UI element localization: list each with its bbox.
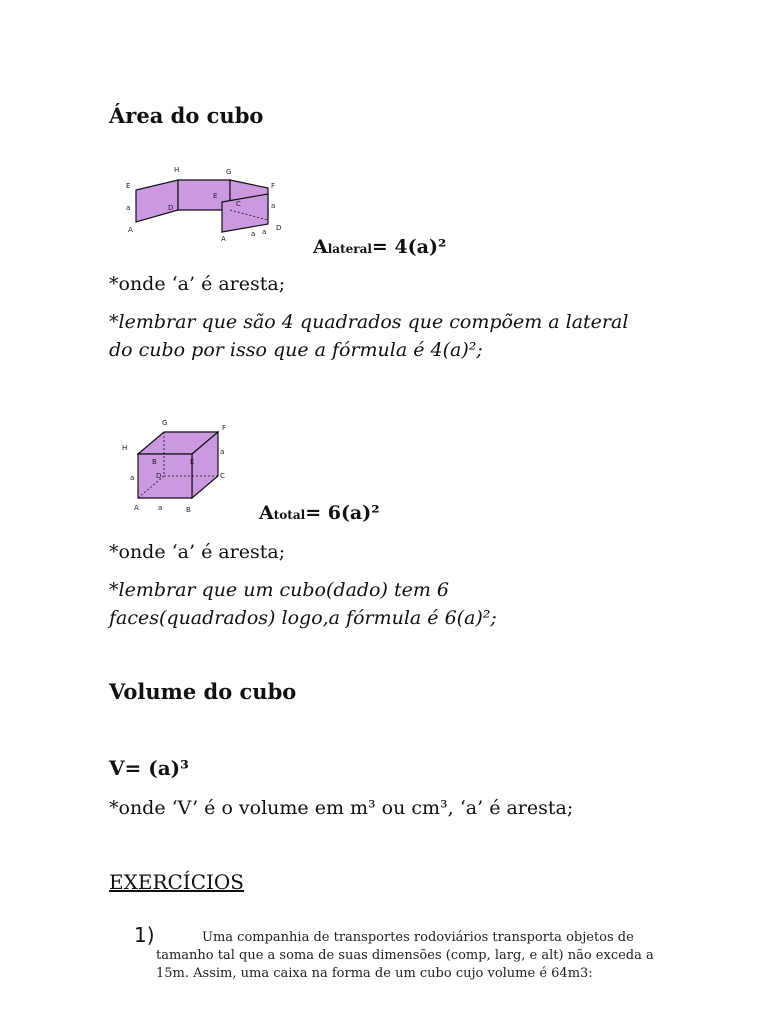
section-title-area: Área do cubo [109, 103, 264, 128]
net-label: a [251, 230, 256, 238]
volume-note: *onde ‘V’ é o volume em m³ ou cm³, ‘a’ é aresta; [109, 797, 574, 819]
cube-lateral-net-figure [118, 160, 298, 246]
net-label: G [226, 168, 232, 176]
net-label: a [126, 204, 131, 212]
cube-label: a [130, 474, 135, 482]
net-face-left [136, 180, 178, 222]
net-label: F [271, 182, 276, 190]
cube-label: A [134, 504, 139, 512]
cube-label: D [156, 472, 162, 480]
volume-formula: V= (a)³ [109, 756, 189, 780]
cube-label: a [220, 448, 225, 456]
cube-label: G [162, 419, 168, 427]
cube-label: C [220, 472, 225, 480]
net-label: A [221, 235, 226, 243]
exercises-title: EXERCÍCIOS [109, 870, 244, 894]
lateral-area-formula: Alateral= 4(a)² [313, 236, 447, 258]
cube-label: E [190, 458, 195, 466]
net-label: D [168, 204, 174, 212]
net-label: H [174, 166, 180, 174]
net-label: A [128, 226, 133, 234]
cube-label: F [222, 424, 227, 432]
net-label: E [213, 192, 218, 200]
cube-label: H [122, 444, 128, 452]
cube-figure [118, 416, 238, 516]
net-label: a [271, 202, 276, 210]
lateral-reminder: *lembrar que são 4 quadrados que compõem a lateral do cubo por isso que a fórmula é 4(a)²; [109, 311, 629, 361]
cube-label: B [152, 458, 157, 466]
total-area-formula: Atotal= 6(a)² [259, 502, 380, 524]
lateral-note: *onde ‘a’ é aresta; [109, 273, 286, 295]
net-label: E [126, 182, 131, 190]
exercise-number: 1) [134, 923, 155, 947]
cube-label: B [186, 506, 191, 514]
net-label: D [276, 224, 282, 232]
cube-label: a [158, 504, 163, 512]
net-label: C [236, 200, 241, 208]
net-label: a [262, 228, 267, 236]
total-reminder: *lembrar que um cubo(dado) tem 6 faces(quadrados) logo,a fórmula é 6(a)²; [109, 579, 497, 629]
exercise-text: Uma companhia de transportes rodoviários transporta objetos de tamanho tal que a soma de suas dimensões (comp, larg, e alt) não exceda a 15m. Assim, uma caixa na forma de um cubo cujo volume é 64m3: [156, 930, 654, 981]
total-note: *onde ‘a’ é aresta; [109, 541, 286, 563]
section-title-volume: Volume do cubo [109, 679, 297, 704]
